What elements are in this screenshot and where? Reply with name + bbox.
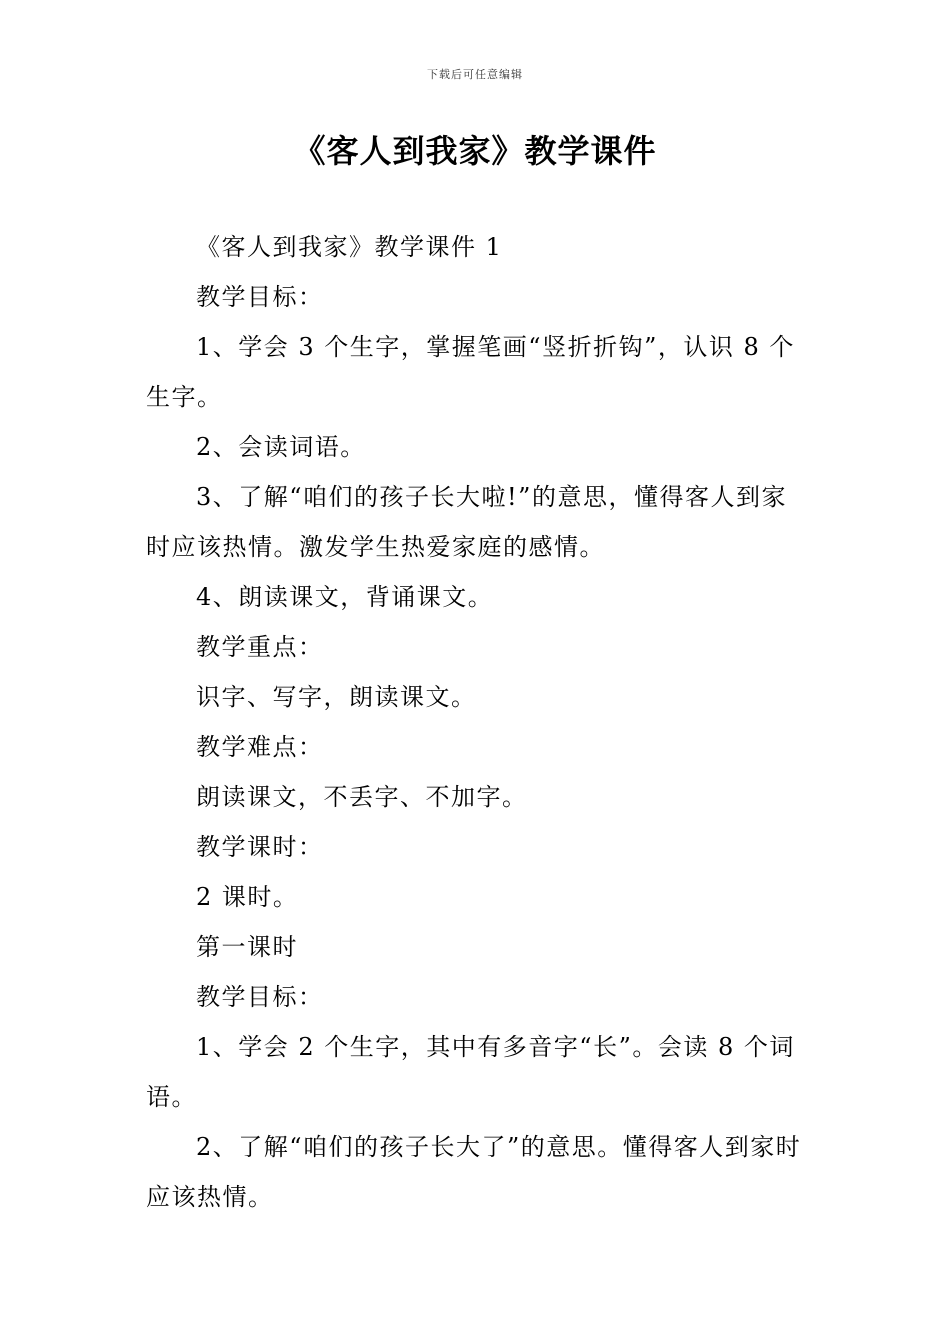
paragraph-class-hours: 2 课时。 (196, 883, 299, 911)
paragraph-difficulties-heading: 教学难点： (196, 733, 324, 761)
paragraph-subtitle: 《客人到我家》教学课件 1 (196, 233, 503, 261)
paragraph-objective-4: 4、朗读课文，背诵课文。 (196, 583, 494, 611)
paragraph-first-lesson: 第一课时 (196, 933, 298, 961)
paragraph-objective-2: 2、会读词语。 (196, 433, 366, 461)
paragraph-lesson1-objective-1: 1、学会 2 个生字，其中有多音字“长”。会读 8 个词语。 (146, 1033, 795, 1111)
document-title: 《客人到我家》教学课件 (293, 132, 657, 170)
header-note: 下载后可任意编辑 (427, 68, 523, 81)
paragraph-class-hours-heading: 教学课时： (196, 833, 324, 861)
document-body (146, 222, 808, 1222)
paragraph-difficulties: 朗读课文，不丢字、不加字。 (196, 783, 528, 811)
paragraph-lesson1-objective-2: 2、了解“咱们的孩子长大了”的意思。懂得客人到家时应该热情。 (146, 1133, 802, 1211)
paragraph-lesson1-objectives-heading: 教学目标： (196, 983, 324, 1011)
paragraph-objective-1: 1、学会 3 个生字，掌握笔画“竖折折钩”，认识 8 个生字。 (146, 333, 795, 411)
paragraph-key-points: 识字、写字，朗读课文。 (196, 683, 477, 711)
paragraph-key-points-heading: 教学重点： (196, 633, 324, 661)
paragraph-objective-3: 3、了解“咱们的孩子长大啦!”的意思，懂得客人到家时应该热情。激发学生热爱家庭的感情。 (146, 483, 787, 561)
paragraph-objectives-heading: 教学目标： (196, 283, 324, 311)
